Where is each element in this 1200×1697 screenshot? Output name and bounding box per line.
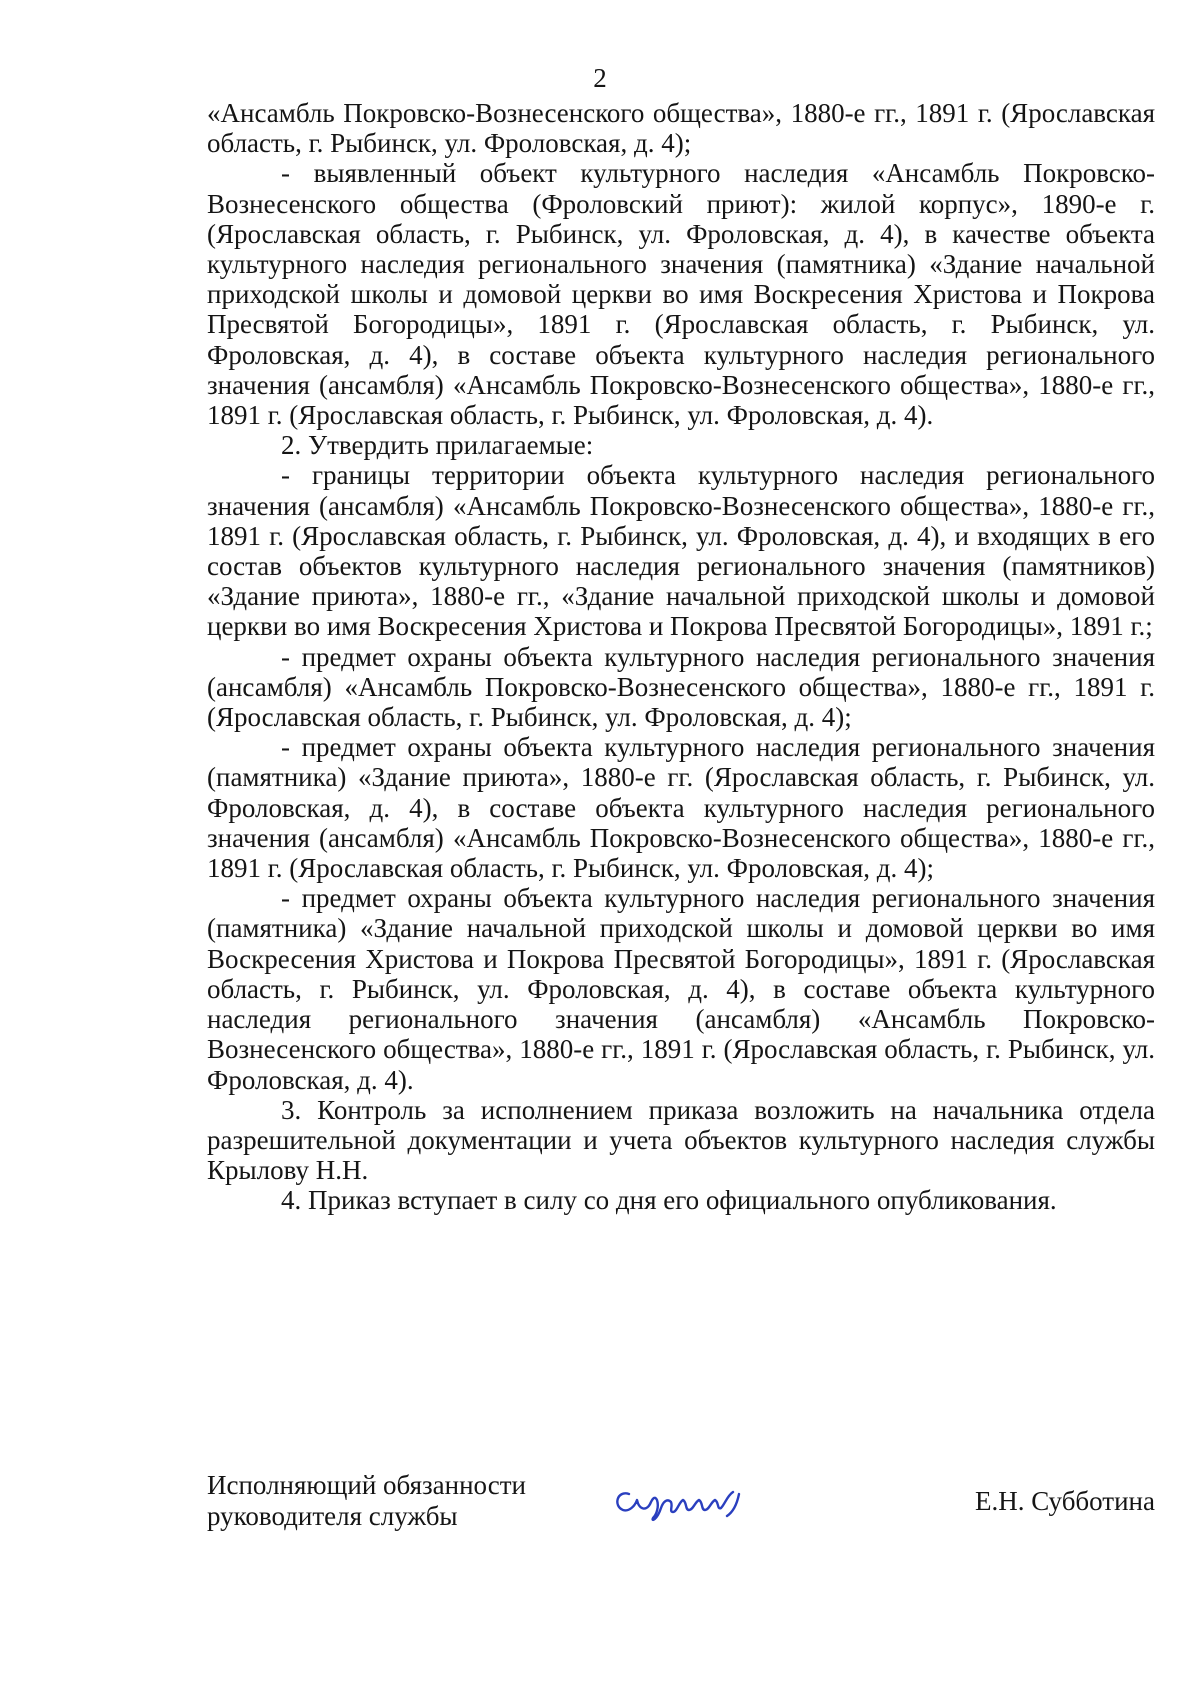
paragraph: - выявленный объект культурного наследия «Ансамбль Покровско-Вознесенского общества (Фроловский приют): жилой корпус», 1890-е г. (Ярославская область, г. Рыбинск, ул. Фроловская, д. 4), в качестве объекта культурного наследия регионального значения (памятника) «Здание начальной приходской школы и домовой церкви во имя Воскресения Христова и Покрова Пресвятой Богородицы», 1891 г. (Ярославская область, г. Рыбинск, ул. Фроловская, д. 4), в составе объекта культурного наследия регионального значения (ансамбля) «Ансамбль Покровско-Вознесенского общества», 1880-е гг., 1891 г. (Ярославская область, г. Рыбинск, ул. Фроловская, д. 4). bbox=[207, 158, 1155, 431]
paragraph: 3. Контроль за исполнением приказа возложить на начальника отдела разрешительной документации и учета объектов культурного наследия службы Крылову Н.Н. bbox=[207, 1094, 1155, 1186]
paragraph: 2. Утвердить прилагаемые: bbox=[281, 430, 594, 461]
page-number: 2 bbox=[593, 63, 607, 93]
paragraph: «Ансамбль Покровско-Вознесенского общества», 1880-е гг., 1891 г. (Ярославская область, г. Рыбинск, ул. Фроловская, д. 4); bbox=[207, 98, 1155, 159]
paragraph: 4. Приказ вступает в силу со дня его официального опубликования. bbox=[281, 1185, 1057, 1216]
signature-block bbox=[207, 1470, 1155, 1550]
signature-stroke bbox=[617, 1492, 739, 1520]
document-body bbox=[207, 98, 1155, 1216]
paragraph: - границы территории объекта культурного наследия регионального значения (ансамбля) «Ансамбль Покровско-Вознесенского общества», 1880-е гг., 1891 г. (Ярославская область, г. Рыбинск, ул. Фроловская, д. 4), и входящих в его состав объектов культурного наследия регионального значения (памятников) «Здание приюта», 1880-е гг., «Здание начальной приходской школы и домовой церкви во имя Воскресения Христова и Покрова Пресвятой Богородицы», 1891 г.; bbox=[207, 460, 1155, 642]
paragraph: - предмет охраны объекта культурного наследия регионального значения (памятника) «Здание начальной приходской школы и домовой церкви во имя Воскресения Христова и Покрова Пресвятой Богородицы», 1891 г. (Ярославская область, г. Рыбинск, ул. Фроловская, д. 4), в составе объекта культурного наследия регионального значения (ансамбля) «Ансамбль Покровско-Вознесенского общества», 1880-е гг., 1891 г. (Ярославская область, г. Рыбинск, ул. Фроловская, д. 4). bbox=[207, 883, 1155, 1095]
paragraph: - предмет охраны объекта культурного наследия регионального значения (памятника) «Здание приюта», 1880-е гг. (Ярославская область, г. Рыбинск, ул. Фроловская, д. 4), в составе объекта культурного наследия регионального значения (ансамбля) «Ансамбль Покровско-Вознесенского общества», 1880-е гг., 1891 г. (Ярославская область, г. Рыбинск, ул. Фроловская, д. 4); bbox=[207, 732, 1155, 884]
signer-position bbox=[207, 1470, 567, 1532]
handwritten-signature bbox=[607, 1472, 757, 1532]
signer-position-line: руководителя службы bbox=[207, 1501, 458, 1531]
signer-position-line: Исполняющий обязанности bbox=[207, 1470, 526, 1500]
paragraph: - предмет охраны объекта культурного наследия регионального значения (ансамбля) «Ансамбль Покровско-Вознесенского общества», 1880-е гг., 1891 г. (Ярославская область, г. Рыбинск, ул. Фроловская, д. 4); bbox=[207, 641, 1155, 733]
signer-name: Е.Н. Субботина bbox=[974, 1486, 1155, 1516]
